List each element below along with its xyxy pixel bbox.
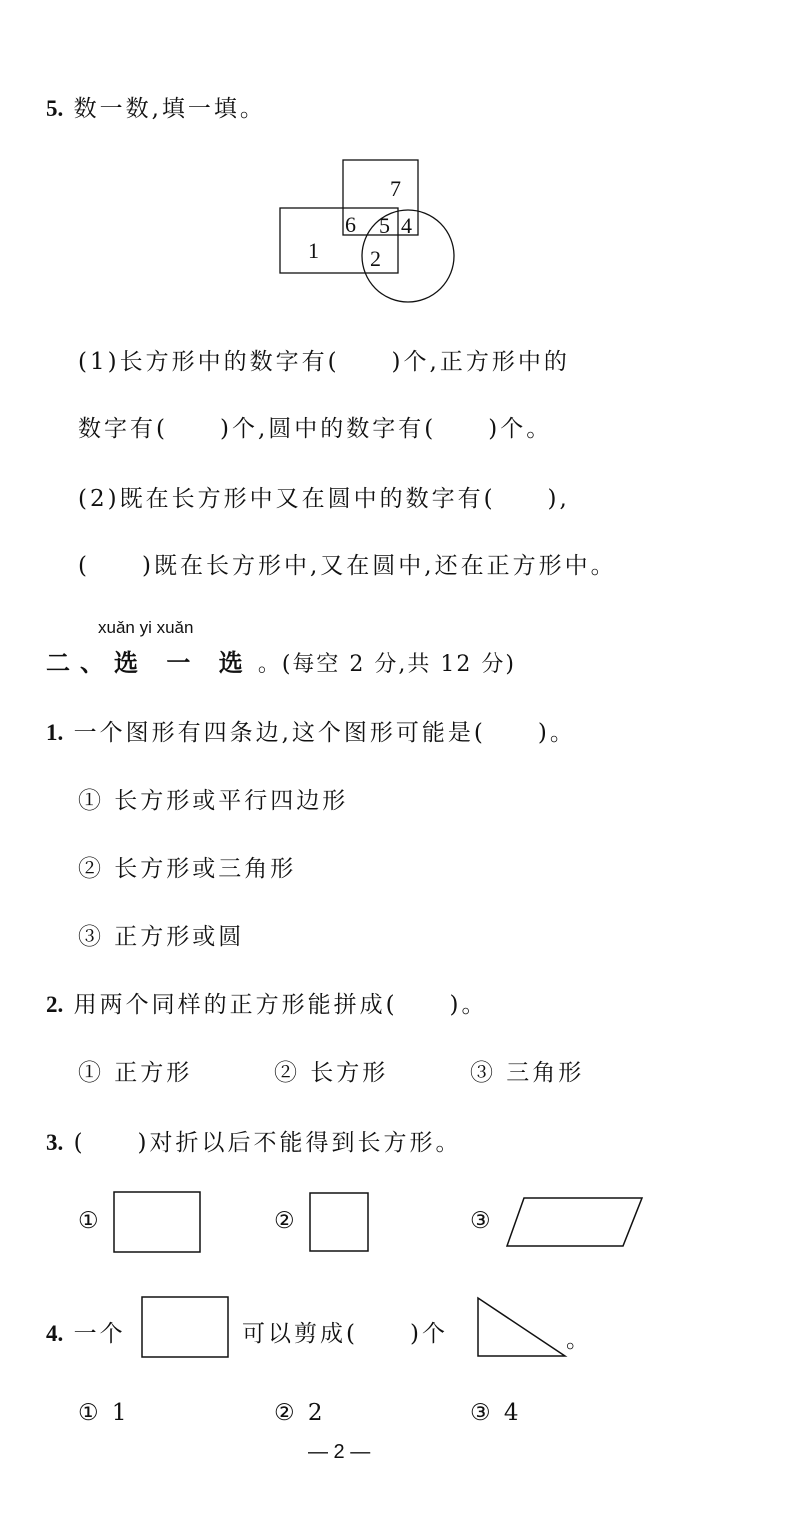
q5-line2: 数字有( )个,圆中的数字有( )个。: [78, 416, 553, 442]
q4-number-row: [46, 1315, 126, 1348]
q3-row: [46, 1124, 462, 1157]
q4-option-2: ② 2: [274, 1400, 326, 1426]
q4-text-c: 。: [566, 1327, 592, 1353]
q4-rectangle-shape: [140, 1295, 232, 1361]
q1-option-2: ② 长方形或三角形: [78, 856, 297, 882]
q3-number: 3.: [46, 1130, 64, 1155]
q4-option-3: ③ 4: [470, 1400, 522, 1426]
q5-line4: ( )既在长方形中,又在圆中,还在正方形中。: [78, 553, 617, 579]
q5-title: 数一数,填一填。: [73, 96, 266, 122]
q1-row: [46, 714, 576, 747]
diagram-label-6: 6: [345, 212, 356, 237]
q5-line1: (1)长方形中的数字有( )个,正方形中的: [78, 349, 570, 375]
section2-pinyin: xuǎn yi xuǎn: [98, 618, 194, 637]
diagram-label-7: 7: [390, 176, 401, 201]
q2-text: 用两个同样的正方形能拼成( )。: [73, 992, 488, 1018]
diagram-label-4: 4: [401, 213, 412, 238]
q2-row: [46, 986, 488, 1019]
q1-number: 1.: [46, 720, 64, 745]
q1-text: 一个图形有四条边,这个图形可能是( )。: [73, 720, 576, 746]
page-number: — 2 —: [308, 1441, 371, 1463]
q5-number: 5.: [46, 96, 64, 121]
q2-option-3: ③ 三角形: [470, 1060, 585, 1086]
q3-square-shape: [308, 1191, 372, 1255]
diagram-label-1: 1: [308, 238, 319, 263]
q1-option-3: ③ 正方形或圆: [78, 924, 245, 950]
q4-text-a: 一个: [73, 1321, 126, 1347]
diagram-label-2: 2: [370, 246, 381, 271]
q3-option-3-label: ③: [470, 1208, 494, 1234]
q3-option-1-label: ①: [78, 1208, 102, 1234]
q5-line3: (2)既在长方形中又在圆中的数字有( ),: [78, 486, 570, 512]
q2-option-2: ② 长方形: [274, 1060, 389, 1086]
section2-note: 。(每空 2 分,共 12 分): [257, 652, 516, 677]
q3-parallelogram-shape: [505, 1195, 645, 1251]
q3-option-2-label: ②: [274, 1208, 298, 1234]
q3-text: ( )对折以后不能得到长方形。: [73, 1130, 462, 1156]
q3-rectangle-shape: [112, 1190, 204, 1256]
q4-option-1: ① 1: [78, 1400, 130, 1426]
q4-text-b: 可以剪成( )个: [242, 1321, 448, 1347]
diagram-label-5: 5: [379, 213, 390, 238]
q5-title-row: [46, 90, 266, 123]
q2-number: 2.: [46, 992, 64, 1017]
venn-diagram: [270, 150, 470, 310]
section2-heading: 二、选 一 选: [46, 648, 253, 677]
q4-number: 4.: [46, 1321, 64, 1346]
q2-option-1: ① 正方形: [78, 1060, 193, 1086]
q1-option-1: ① 长方形或平行四边形: [78, 788, 349, 814]
section2-heading-row: [46, 643, 516, 678]
q4-triangle-shape: [474, 1294, 570, 1360]
